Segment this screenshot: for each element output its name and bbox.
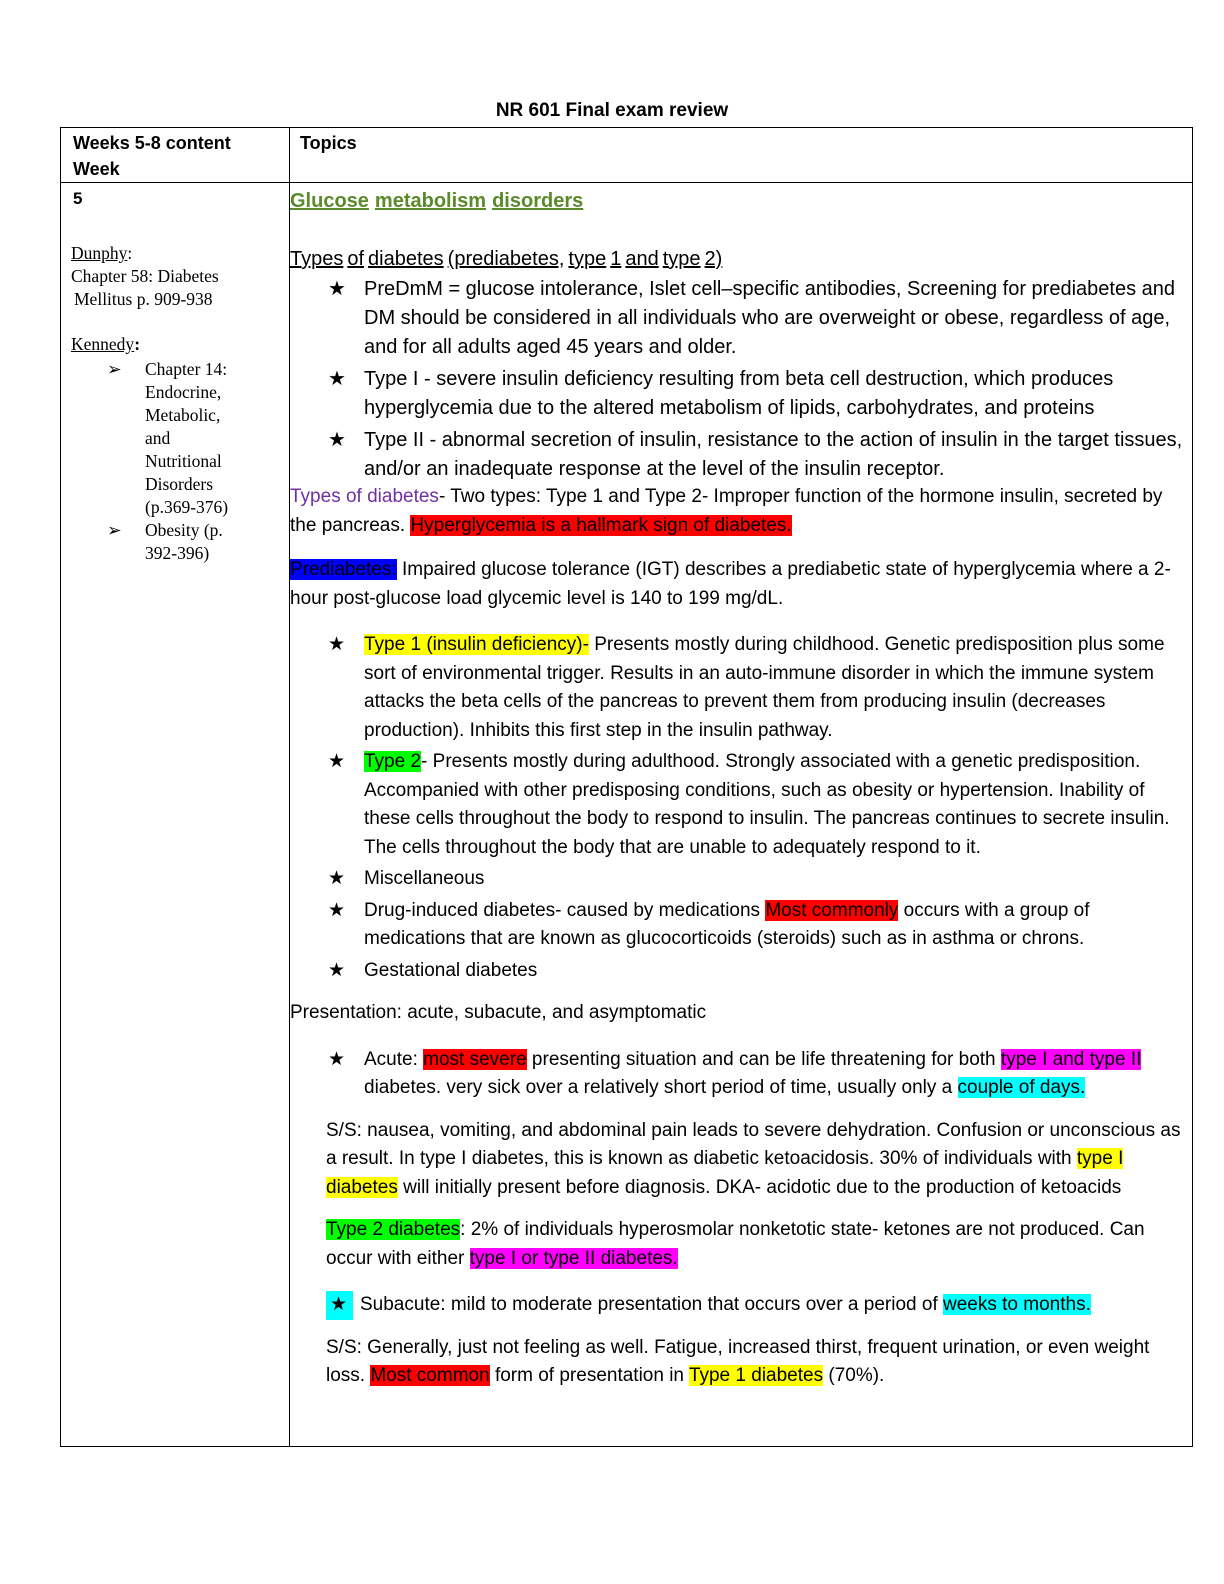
star-bullet-icon: ★	[328, 959, 346, 981]
types-heading-word: Types	[290, 248, 344, 270]
star-bullet-icon: ★	[328, 751, 346, 772]
list-item-text: occurs with a group of medications that are known as glucocorticoids (steroids) such as in asthma or chrons.	[364, 899, 1090, 949]
star-bullet-icon: ★	[328, 429, 346, 451]
highlight-cyan: couple of days.	[957, 1077, 1086, 1098]
highlight-yellow: Type 1 diabetes	[688, 1365, 824, 1386]
highlight-red: Most commonly	[765, 899, 899, 921]
topics-cell	[290, 183, 1193, 1447]
section-title-word: metabolism	[374, 190, 487, 212]
header-weeks-label: Weeks 5-8 content	[73, 133, 231, 153]
highlight-green: Type 2	[364, 751, 422, 772]
types-heading	[290, 245, 1192, 273]
subacute-item	[290, 1291, 1192, 1320]
presentation-list	[290, 1046, 1192, 1103]
dunphy-colon: :	[127, 243, 133, 263]
list-item	[290, 426, 1192, 484]
types-purple-label: Types of diabetes	[290, 486, 439, 507]
paragraph-text: Subacute: mild to moderate presentation that occurs over a period of	[360, 1294, 943, 1315]
arrow-bullet-icon: ➢	[107, 359, 122, 379]
highlight-magenta: type I or type II diabetes.	[469, 1247, 678, 1269]
paragraph-text: : 2% of individuals hyperosmolar nonketotic state- ketones are not produced. Can occur with either	[326, 1219, 1145, 1269]
list-item-text: Miscellaneous	[364, 868, 485, 889]
list-item	[290, 365, 1192, 423]
kennedy-item-line: Metabolic,	[145, 405, 221, 425]
list-item	[290, 748, 1192, 862]
star-bullet-icon: ★	[328, 868, 346, 889]
kennedy-item-line: Chapter 14:	[145, 359, 228, 379]
week-number: 5	[73, 189, 83, 208]
section-title-word: Glucose	[290, 190, 369, 212]
dunphy-reference	[71, 242, 289, 311]
type2-paragraph	[290, 1216, 1192, 1273]
list-item-text: presenting situation and can be life threatening for both	[526, 1048, 1001, 1070]
list-item	[290, 1046, 1192, 1103]
kennedy-item-line: Disorders	[145, 474, 214, 494]
highlight-red: Hyperglycemia is a hallmark sign of diabetes.	[410, 514, 792, 536]
highlight-cyan: weeks to months.	[943, 1294, 1091, 1315]
highlight-blue: Prediabetes:	[290, 559, 397, 580]
arrow-bullet-icon: ➢	[107, 520, 122, 540]
star-bullet-icon: ★	[328, 1048, 346, 1070]
kennedy-item-line: Obesity (p.	[145, 520, 223, 540]
list-item	[290, 957, 1192, 986]
kennedy-item-line: Endocrine,	[145, 382, 222, 402]
kennedy-item-line: Nutritional	[145, 451, 222, 471]
header-week-label: Week	[73, 159, 120, 179]
kennedy-list	[71, 358, 289, 565]
highlight-magenta: type I and type II	[1000, 1048, 1142, 1070]
types-heading-word: diabetes	[368, 248, 444, 270]
paragraph-text: (70%).	[823, 1365, 885, 1386]
kennedy-reference	[71, 333, 289, 565]
star-bullet-icon: ★	[328, 278, 346, 300]
star-bullet-icon: ★	[328, 899, 346, 921]
list-item	[290, 275, 1192, 362]
paragraph-text: - Two types: Type 1 and Type 2- Improper function of the hormone insulin, secreted by the pancreas.	[290, 486, 1163, 536]
presentation-paragraph	[290, 999, 1192, 1028]
dunphy-label: Dunphy	[71, 243, 128, 263]
list-item-text: diabetes. very sick over a relatively short period of time, usually only a	[364, 1077, 958, 1098]
list-item	[290, 865, 1192, 894]
review-table	[60, 127, 1193, 1447]
kennedy-colon: :	[134, 334, 141, 354]
types-heading-word: type	[662, 248, 701, 270]
highlight-green: Type 2 diabetes	[326, 1219, 461, 1240]
list-item-text: Drug-induced diabetes- caused by medications	[364, 899, 766, 921]
star-bullet-icon: ★	[328, 368, 346, 390]
paragraph-text: will initially present before diagnosis. DKA- acidotic due to the production of ketoacids	[397, 1176, 1122, 1198]
paragraph-text: form of presentation in	[489, 1365, 689, 1386]
type-details-list	[290, 631, 1192, 985]
types-heading-word: of	[347, 248, 365, 270]
kennedy-item-line: (p.369-376)	[145, 497, 229, 517]
types-heading-word: (prediabetes,	[447, 248, 565, 270]
dunphy-chapter: Chapter 58: Diabetes	[71, 266, 219, 286]
acute-symptoms-paragraph	[290, 1117, 1192, 1203]
paragraph-text: S/S: nausea, vomiting, and abdominal pain leads to severe dehydration. Confusion or unconscious as a result. In type I diabetes, this is known as diabetic ketoacidosis. 30% of individuals with	[326, 1119, 1181, 1169]
references-cell	[61, 183, 290, 1447]
star-bullet-icon: ★	[328, 634, 346, 655]
header-row	[61, 128, 1193, 183]
star-bullet-icon: ★	[326, 1291, 353, 1320]
types-heading-word: 2)	[704, 248, 723, 270]
kennedy-item-line: 392-396)	[145, 543, 210, 563]
dunphy-pages: Mellitus p. 909-938	[74, 289, 213, 309]
section-title	[290, 187, 1192, 215]
list-item-text: Acute:	[364, 1048, 424, 1070]
kennedy-item-line: and	[145, 428, 171, 448]
paragraph-text: S/S: Generally, just not feeling as well. Fatigue, increased thirst, frequent urination, or even weight loss.	[326, 1336, 1150, 1386]
types-heading-word: and	[625, 248, 659, 270]
kennedy-item-chapter14	[71, 358, 289, 519]
header-topics-cell	[290, 128, 1193, 183]
header-topics-label: Topics	[300, 133, 357, 153]
kennedy-item-obesity	[71, 519, 289, 565]
section-title-word: disorders	[492, 190, 584, 212]
list-item-text: Type II - abnormal secretion of insulin, resistance to the action of insulin in the target tissues, and/or an inadequate response at the level of the insulin receptor.	[364, 429, 1183, 480]
highlight-yellow: Type 1 (insulin deficiency)-	[364, 634, 589, 655]
list-item	[290, 897, 1192, 954]
types-paragraph	[290, 483, 1192, 540]
document-title: NR 601 Final exam review	[495, 100, 729, 121]
list-item-text: PreDmM = glucose intolerance, Islet cell–specific antibodies, Screening for prediabetes and DM should be considered in all individuals who are overweight or obese, regardless of age, and for all adults aged 45 years and older.	[364, 278, 1175, 358]
list-item-text: Presents mostly during childhood. Genetic predisposition plus some sort of environmental trigger. Results in an auto-immune disorder in which the immune system attacks the beta cells of the pancreas to prevent them from producing insulin (decreases production). Inhibits this first step in the insulin pathway.	[364, 634, 1165, 741]
highlight-yellow: type I diabetes	[326, 1148, 1124, 1198]
types-heading-word: type	[568, 248, 607, 270]
kennedy-label: Kennedy	[71, 334, 135, 354]
paragraph-text: Impaired glucose tolerance (IGT) describes a prediabetic state of hyperglycemia where a 2-hour post-glucose load glycemic level is 140 to 199 mg/dL.	[290, 559, 1171, 609]
week-row	[61, 183, 1193, 1447]
highlight-red: Most common	[370, 1365, 490, 1386]
list-item-text: Gestational diabetes	[364, 959, 538, 981]
paragraph-text: Presentation: acute, subacute, and asymptomatic	[290, 1002, 707, 1023]
header-weeks-cell	[61, 128, 290, 183]
list-item-text: Type I - severe insulin deficiency resulting from beta cell destruction, which produces hyperglycemia due to the altered metabolism of lipids, carbohydrates, and proteins	[364, 368, 1114, 419]
list-item-text: - Presents mostly during adulthood. Strongly associated with a genetic predisposition. Accompanied with other predisposing conditions, such as obesity or hypertension. Inability of these cells throughout the body to respond to insulin. The pancreas continues to secrete insulin. The cells throughout the body that are unable to adequately respond to it.	[364, 751, 1170, 858]
prediabetes-paragraph	[290, 556, 1192, 613]
list-item	[290, 631, 1192, 745]
highlight-red: most severe	[423, 1048, 527, 1070]
diabetes-types-list	[290, 275, 1192, 484]
subacute-symptoms-paragraph	[290, 1334, 1192, 1391]
types-heading-word: 1	[610, 248, 622, 270]
